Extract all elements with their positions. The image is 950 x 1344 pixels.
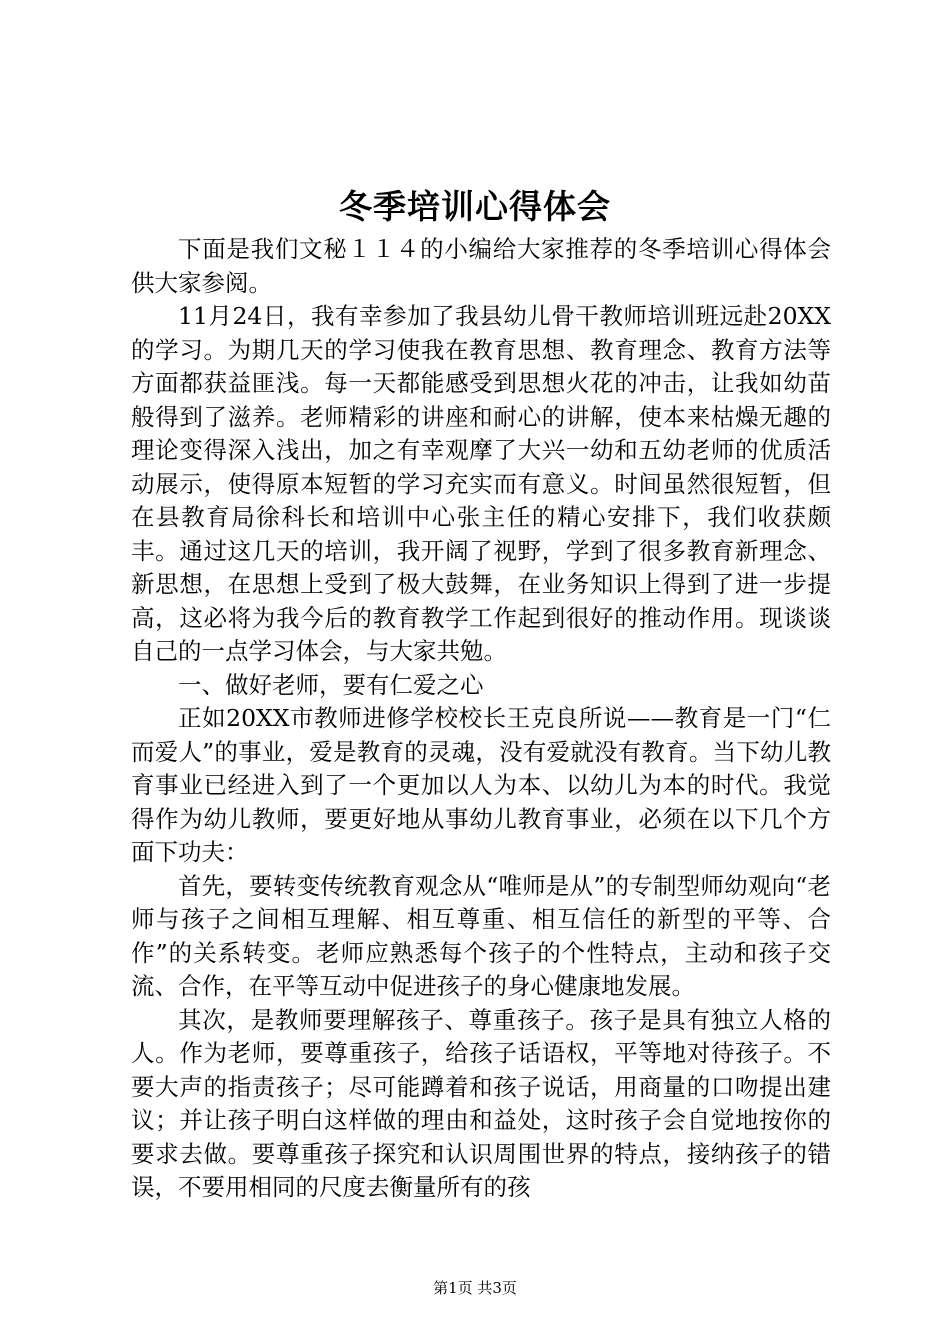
page-number-footer: 第1页 共3页 [433,1279,517,1297]
body-paragraph: 正如20XX市教师进修学校校长王克良所说——教育是一门“仁而爱人”的事业，爱是教育的灵魂，没有爱就没有教育。当下幼儿教育事业已经进入到了一个更加以人为本、以幼儿为本的时代。我觉得作为幼儿教师，要更好地从事幼儿教育事业，必须在以下几个方面下功夫： [131,704,831,866]
document-body [131,233,831,1205]
intro-paragraph: 下面是我们文秘１１４的小编给大家推荐的冬季培训心得体会供大家参阅。 [131,235,831,297]
body-paragraph: 其次，是教师要理解孩子、尊重孩子。孩子是具有独立人格的人。作为老师，要尊重孩子，给孩子话语权，平等地对待孩子。不要大声的指责孩子；尽可能蹲着和孩子说话，用商量的口吻提出建议；并让孩子明白这样做的理由和益处，这时孩子会自觉地按你的要求去做。要尊重孩子探究和认识周围世界的特点，接纳孩子的错误，不要用相同的尺度去衡量所有的孩 [131,1005,831,1201]
section-heading: 一、做好老师，要有仁爱之心 [178,670,484,699]
document-title: 冬季培训心得体会 [339,187,611,226]
body-paragraph: 11月24日，我有幸参加了我县幼儿骨干教师培训班远赴20XX的学习。为期几天的学习使我在教育思想、教育理念、教育方法等方面都获益匪浅。每一天都能感受到思想火花的冲击，让我如幼苗般得到了滋养。老师精彩的讲座和耐心的讲解，使本来枯燥无趣的理论变得深入浅出，加之有幸观摩了大兴一幼和五幼老师的优质活动展示，使得原本短暂的学习充实而有意义。时间虽然很短暂，但在县教育局徐科长和培训中心张主任的精心安排下，我们收获颇丰。通过这几天的培训，我开阔了视野，学到了很多教育新理念、新思想，在思想上受到了极大鼓舞，在业务知识上得到了进一步提高，这必将为我今后的教育教学工作起到很好的推动作用。现谈谈自己的一点学习体会，与大家共勉。 [131,302,831,665]
body-paragraph: 首先，要转变传统教育观念从“唯师是从”的专制型师幼观向“老师与孩子之间相互理解、相互尊重、相互信任的新型的平等、合作”的关系转变。老师应熟悉每个孩子的个性特点，主动和孩子交流、合作，在平等互动中促进孩子的身心健康地发展。 [131,871,831,1000]
